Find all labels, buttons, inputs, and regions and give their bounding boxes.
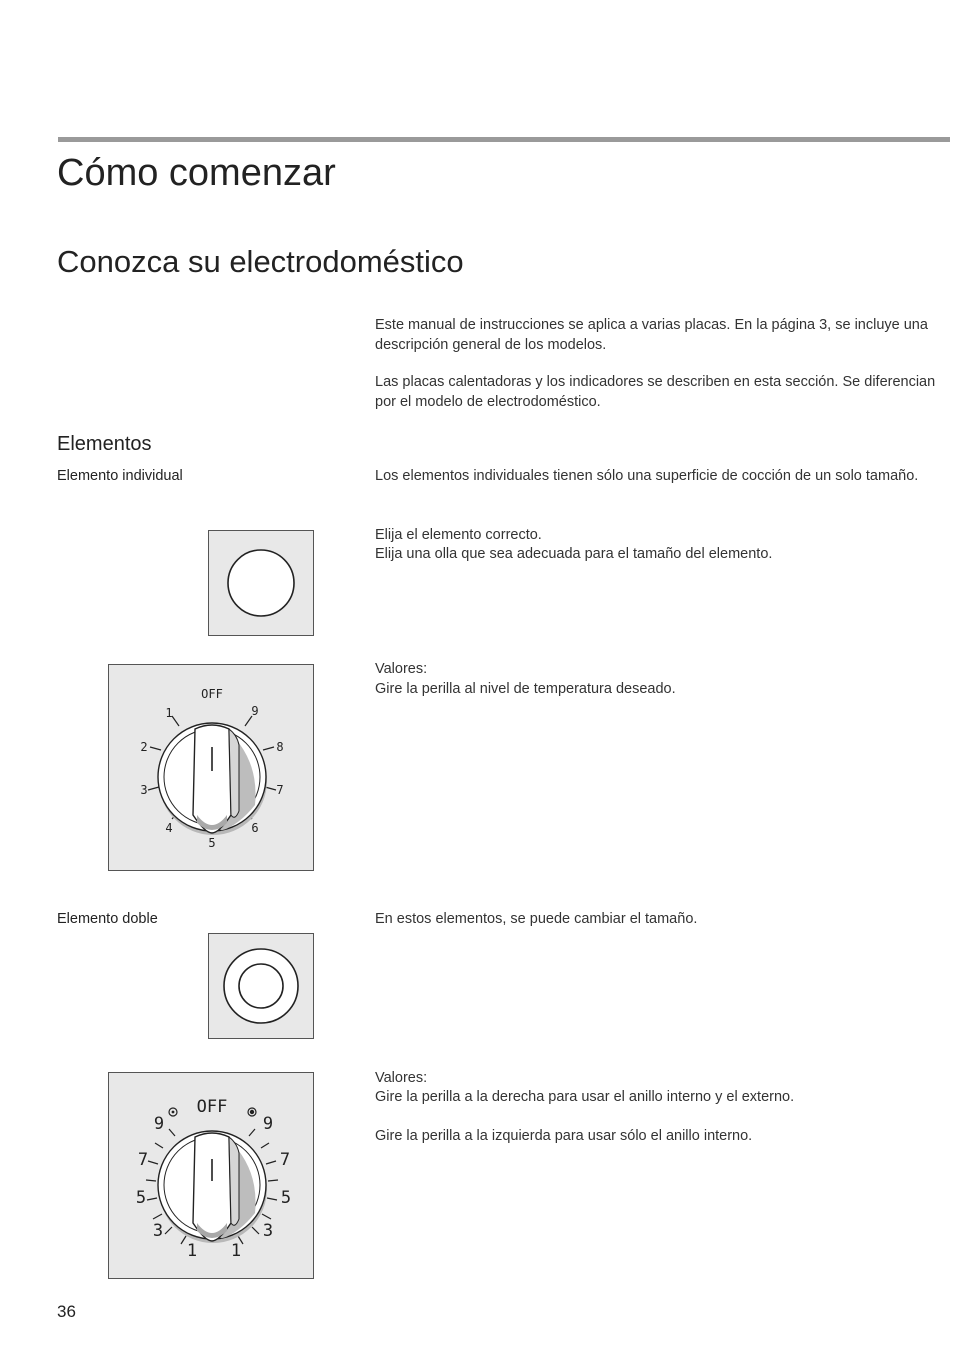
single-knob-illustration: [108, 664, 314, 871]
double-knob-right-7: 7: [279, 1150, 291, 1170]
double-knob-left-1: 1: [186, 1241, 198, 1261]
knob-number-4: 4: [165, 821, 173, 835]
knob-number-8: 8: [276, 740, 284, 754]
double-knob-illustration: [108, 1072, 314, 1279]
single-element-description: Los elementos individuales tienen sólo una superficie de cocción de un solo tamaño.: [375, 468, 919, 484]
single-element-choose-line-1: Elija el elemento correcto.: [375, 527, 542, 543]
double-knob-off-label: OFF: [196, 1097, 228, 1117]
knob-number-5: 5: [208, 836, 216, 850]
double-values-label: Valores:: [375, 1070, 428, 1086]
knob-off-label: OFF: [201, 687, 223, 701]
elements-heading: Elementos: [57, 433, 152, 455]
single-values-text: Gire la perilla al nivel de temperatura deseado.: [375, 681, 676, 697]
double-element-description: En estos elementos, se puede cambiar el tamaño.: [375, 911, 698, 927]
double-knob-right-5: 5: [280, 1188, 292, 1208]
knob-number-6: 6: [251, 821, 259, 835]
single-element-choose-line-2: Elija una olla que sea adecuada para el tamaño del elemento.: [375, 546, 773, 562]
double-knob-left-7: 7: [137, 1150, 149, 1170]
intro-paragraph-2: Las placas calentadoras y los indicadores se describen en esta sección. Se diferencian por el modelo de electrodoméstico.: [375, 374, 936, 410]
page-number: 36: [57, 1302, 76, 1321]
double-element-illustration: [208, 933, 314, 1039]
header-rule: [58, 137, 950, 142]
page-title: Cómo comenzar: [57, 152, 336, 194]
double-knob-right-3: 3: [262, 1221, 274, 1241]
single-element-illustration: [208, 530, 314, 636]
section-title: Conozca su electrodoméstico: [57, 244, 464, 279]
double-values-text-1: Gire la perilla a la derecha para usar el anillo interno y el externo.: [375, 1089, 795, 1105]
knob-number-9: 9: [251, 704, 259, 718]
double-knob-right-1: 1: [230, 1241, 242, 1261]
knob-number-2: 2: [140, 740, 148, 754]
double-values-text-2: Gire la perilla a la izquierda para usar sólo el anillo interno.: [375, 1128, 753, 1144]
single-element-label: Elemento individual: [57, 468, 183, 484]
double-element-label: Elemento doble: [57, 911, 158, 927]
knob-number-7: 7: [276, 783, 284, 797]
single-values-label: Valores:: [375, 661, 428, 677]
knob-number-1: 1: [165, 706, 173, 720]
double-knob-left-3: 3: [152, 1221, 164, 1241]
double-knob-right-9: 9: [262, 1114, 274, 1134]
double-knob-left-9: 9: [153, 1114, 165, 1134]
double-knob-left-5: 5: [135, 1188, 147, 1208]
intro-paragraph-1: Este manual de instrucciones se aplica a varias placas. En la página 3, se incluye una descripción general de los modelos.: [375, 317, 928, 353]
knob-number-3: 3: [140, 783, 148, 797]
